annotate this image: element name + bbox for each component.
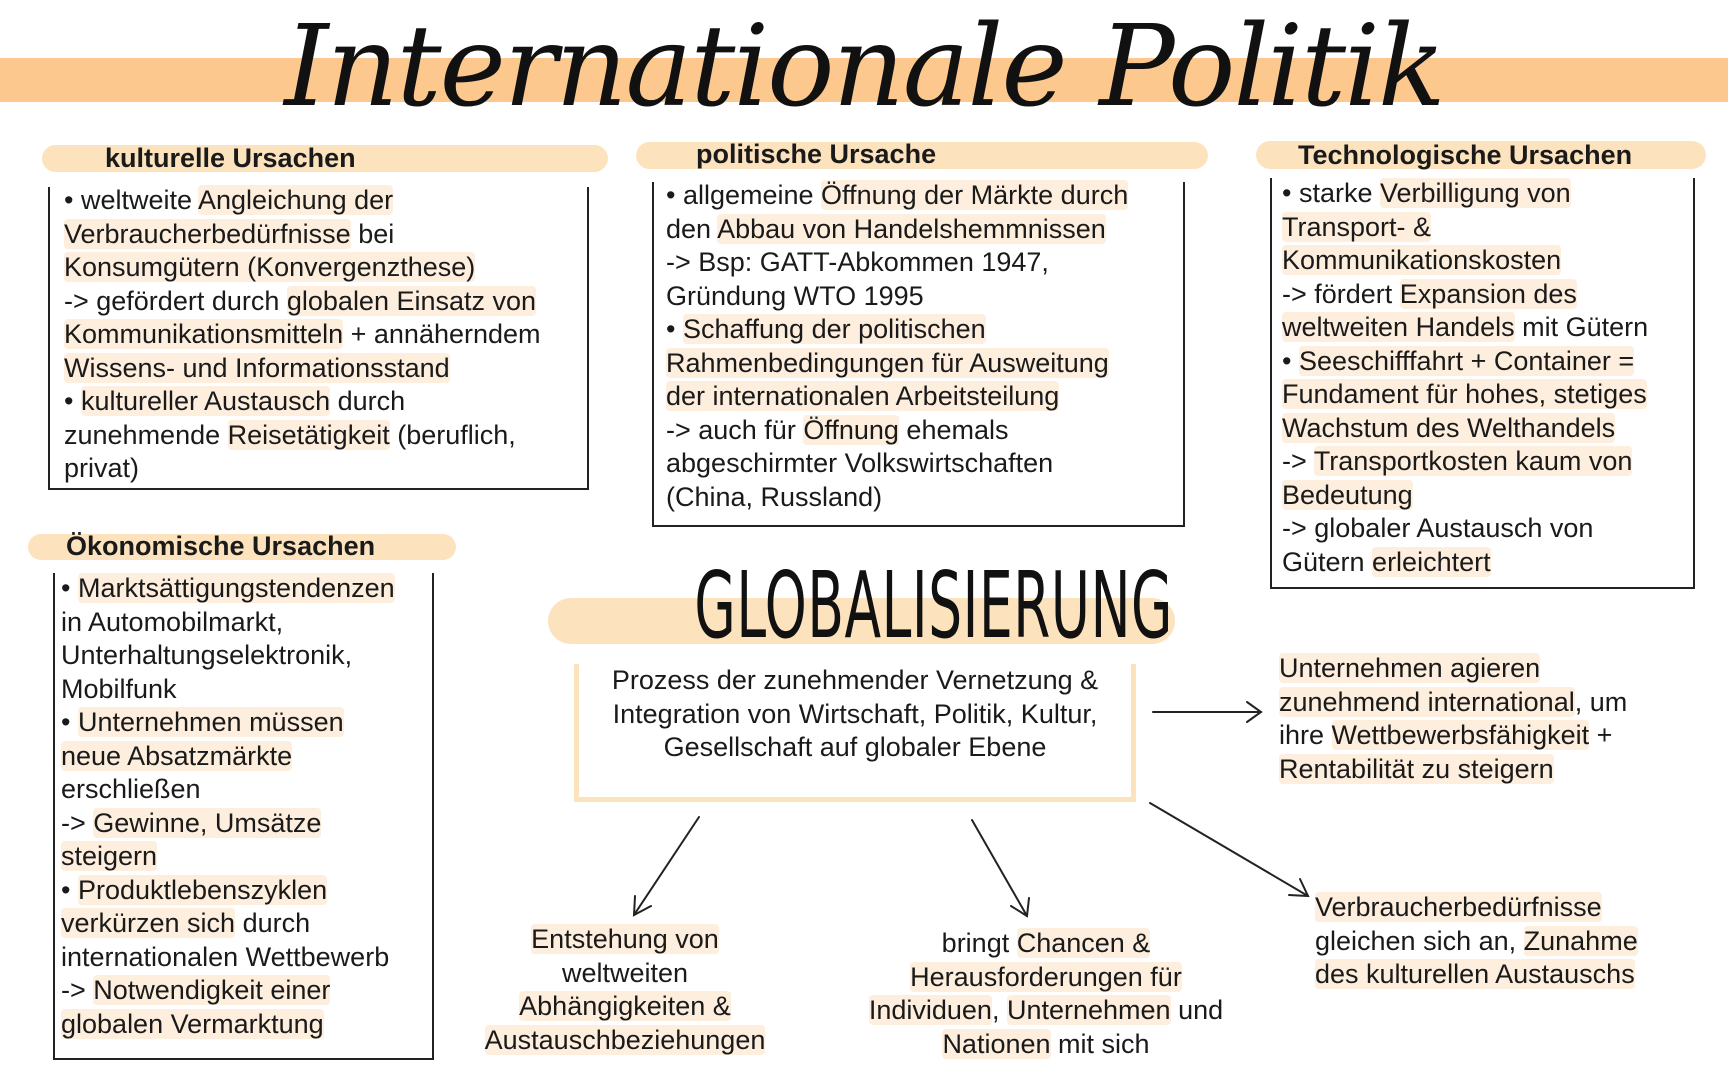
highlighted-text: kultureller Austausch (80, 386, 331, 416)
text-segment: -> (1282, 446, 1314, 476)
text-segment: Integration von Wirtschaft, Politik, Kultur, (612, 698, 1098, 729)
text-segment: (beruflich, (389, 419, 516, 450)
text-segment: -> Bsp: GATT-Abkommen 1947, (666, 247, 1049, 277)
text-segment: weltweiten (561, 957, 689, 988)
text-segment: • starke (1282, 178, 1380, 208)
highlighted-text: globalen Vermarktung (61, 1008, 324, 1039)
highlighted-text: des kulturellen Austauschs (1315, 959, 1635, 989)
highlighted-text: globalen Einsatz von (286, 285, 537, 316)
highlighted-text: verkürzen sich (61, 908, 236, 938)
text-segment: in Automobilmarkt, (61, 606, 284, 637)
highlighted-text: Verbraucherbedürfnisse (64, 218, 351, 249)
highlighted-text: neue Absatzmärkte (61, 740, 293, 771)
section-heading-kulturelle: kulturelle Ursachen (105, 143, 356, 173)
highlighted-text: Gewinne, Umsätze (93, 807, 322, 838)
highlighted-text: Schaffung der politischen (682, 314, 986, 344)
highlighted-text: der internationalen Arbeitsteilung (666, 381, 1060, 411)
highlighted-text: Reisetätigkeit (227, 419, 390, 450)
highlighted-text: Unternehmen müssen (77, 707, 344, 737)
highlighted-text: Expansion des (1399, 278, 1577, 309)
highlighted-text: Öffnung (803, 414, 899, 445)
highlighted-text: Rentabilität zu steigern (1279, 753, 1554, 784)
text-segment: -> (61, 807, 94, 838)
highlighted-text: Transport- & (1282, 211, 1432, 242)
highlighted-text: erleichtert (1372, 546, 1491, 577)
text-segment: abgeschirmter Volkswirtschaften (666, 448, 1054, 478)
highlighted-text: Individuen (868, 995, 992, 1025)
text-segment: (China, Russland) (666, 481, 883, 512)
page-title: Internationale Politik (284, 2, 1444, 132)
text-segment: • (1282, 345, 1299, 376)
text-segment: • (61, 874, 78, 905)
highlighted-text: Transportkosten kaum von (1313, 446, 1633, 476)
highlighted-text: Abhängigkeiten & (519, 991, 731, 1021)
text-segment: -> auch für (666, 414, 804, 445)
text-segment: Gründung WTO 1995 (666, 280, 924, 311)
text-segment: zunehmende (64, 419, 228, 450)
text-segment: Gesellschaft auf globaler Ebene (663, 732, 1047, 762)
arrow-down-left-icon (634, 817, 699, 915)
highlighted-text: weltweiten Handels (1282, 312, 1515, 342)
text-segment: bringt (941, 928, 1017, 958)
highlighted-text: steigern (61, 841, 158, 871)
highlighted-text: Abbau von Handelshemmnissen (717, 213, 1106, 244)
highlighted-text: Angleichung der (198, 185, 394, 215)
text-segment: • allgemeine (666, 180, 822, 210)
globalisierung-heading: GLOBALISIERUNG (694, 552, 1173, 659)
highlighted-text: Notwendigkeit einer (93, 975, 331, 1005)
highlighted-text: Marktsättigungstendenzen (77, 573, 395, 603)
text-segment: • (61, 707, 78, 737)
text-segment: Mobilfunk (61, 673, 177, 704)
text-segment: • (64, 386, 81, 416)
text-segment: und (1170, 995, 1224, 1025)
arrow-right-icon (1153, 702, 1261, 722)
highlighted-text: Fundament für hohes, stetiges (1282, 379, 1647, 409)
text-segment: -> fördert (1282, 278, 1400, 309)
highlighted-text: Chancen & (1016, 928, 1151, 958)
text-segment: + (1589, 720, 1613, 750)
highlighted-text: Öffnung der Märkte durch (821, 180, 1129, 210)
text-segment: mit sich (1050, 1028, 1150, 1059)
highlighted-text: Rahmenbedingungen für Ausweitung (666, 347, 1109, 378)
text-segment: Unterhaltungselektronik, (61, 640, 353, 670)
highlighted-text: Wissens- und Informationsstand (64, 352, 450, 383)
section-heading-politische: politische Ursache (696, 139, 937, 169)
highlighted-text: Konsumgütern (Konvergenzthese) (64, 252, 476, 282)
text-segment: bei (350, 218, 395, 249)
text-segment: durch (235, 908, 311, 938)
text-segment: , (991, 995, 1007, 1025)
highlighted-text: Kommunikationskosten (1282, 245, 1562, 275)
highlighted-text: Seeschifffahrt + Container = (1298, 345, 1635, 376)
text-segment: gleichen sich an, (1315, 925, 1524, 956)
highlighted-text: zunehmend international (1279, 686, 1575, 717)
text-segment: privat) (64, 453, 140, 483)
highlighted-text: Nationen (942, 1028, 1051, 1059)
text-segment: mit Gütern (1514, 312, 1649, 342)
highlighted-text: Austauschbeziehungen (484, 1024, 766, 1055)
text-segment: • weltweite (64, 185, 199, 215)
highlighted-text: Wettbewerbsfähigkeit (1331, 720, 1590, 750)
highlighted-text: Wachstum des Welthandels (1282, 412, 1616, 443)
text-segment: -> globaler Austausch von (1282, 513, 1594, 543)
highlighted-text: Zunahme (1523, 925, 1638, 956)
text-segment: Prozess der zunehmender Vernetzung & (611, 665, 1099, 695)
text-segment: + annäherndem (343, 319, 541, 349)
highlighted-text: Produktlebenszyklen (77, 874, 328, 905)
text-segment: ehemals (898, 414, 1009, 445)
highlighted-text: Verbraucherbedürfnisse (1315, 892, 1602, 922)
section-heading-oekonomische: Ökonomische Ursachen (66, 531, 376, 561)
section-heading-technologische: Technologische Ursachen (1298, 140, 1633, 170)
text-segment: Gütern (1282, 546, 1373, 577)
highlighted-text: Kommunikationsmitteln (64, 319, 344, 349)
text-segment: • (61, 573, 78, 603)
highlighted-text: Entstehung von (531, 924, 719, 954)
highlighted-text: Herausforderungen für (910, 961, 1182, 992)
arrow-down-right-icon (1150, 803, 1308, 896)
text-segment: erschließen (61, 774, 201, 804)
highlighted-text: Unternehmen (1006, 995, 1171, 1025)
text-segment: ihre (1279, 720, 1332, 750)
text-segment: -> gefördert durch (64, 285, 287, 316)
highlighted-text: Bedeutung (1282, 479, 1413, 510)
text-segment: , um (1574, 686, 1628, 717)
text-segment: • (666, 314, 683, 344)
text-segment: -> (61, 975, 94, 1005)
highlighted-text: Verbilligung von (1379, 178, 1571, 208)
highlighted-text: Unternehmen agieren (1279, 653, 1541, 683)
arrow-down-icon (972, 820, 1029, 916)
text-segment: internationalen Wettbewerb (61, 941, 390, 972)
text-segment: den (666, 213, 718, 244)
text-segment: durch (330, 386, 406, 416)
